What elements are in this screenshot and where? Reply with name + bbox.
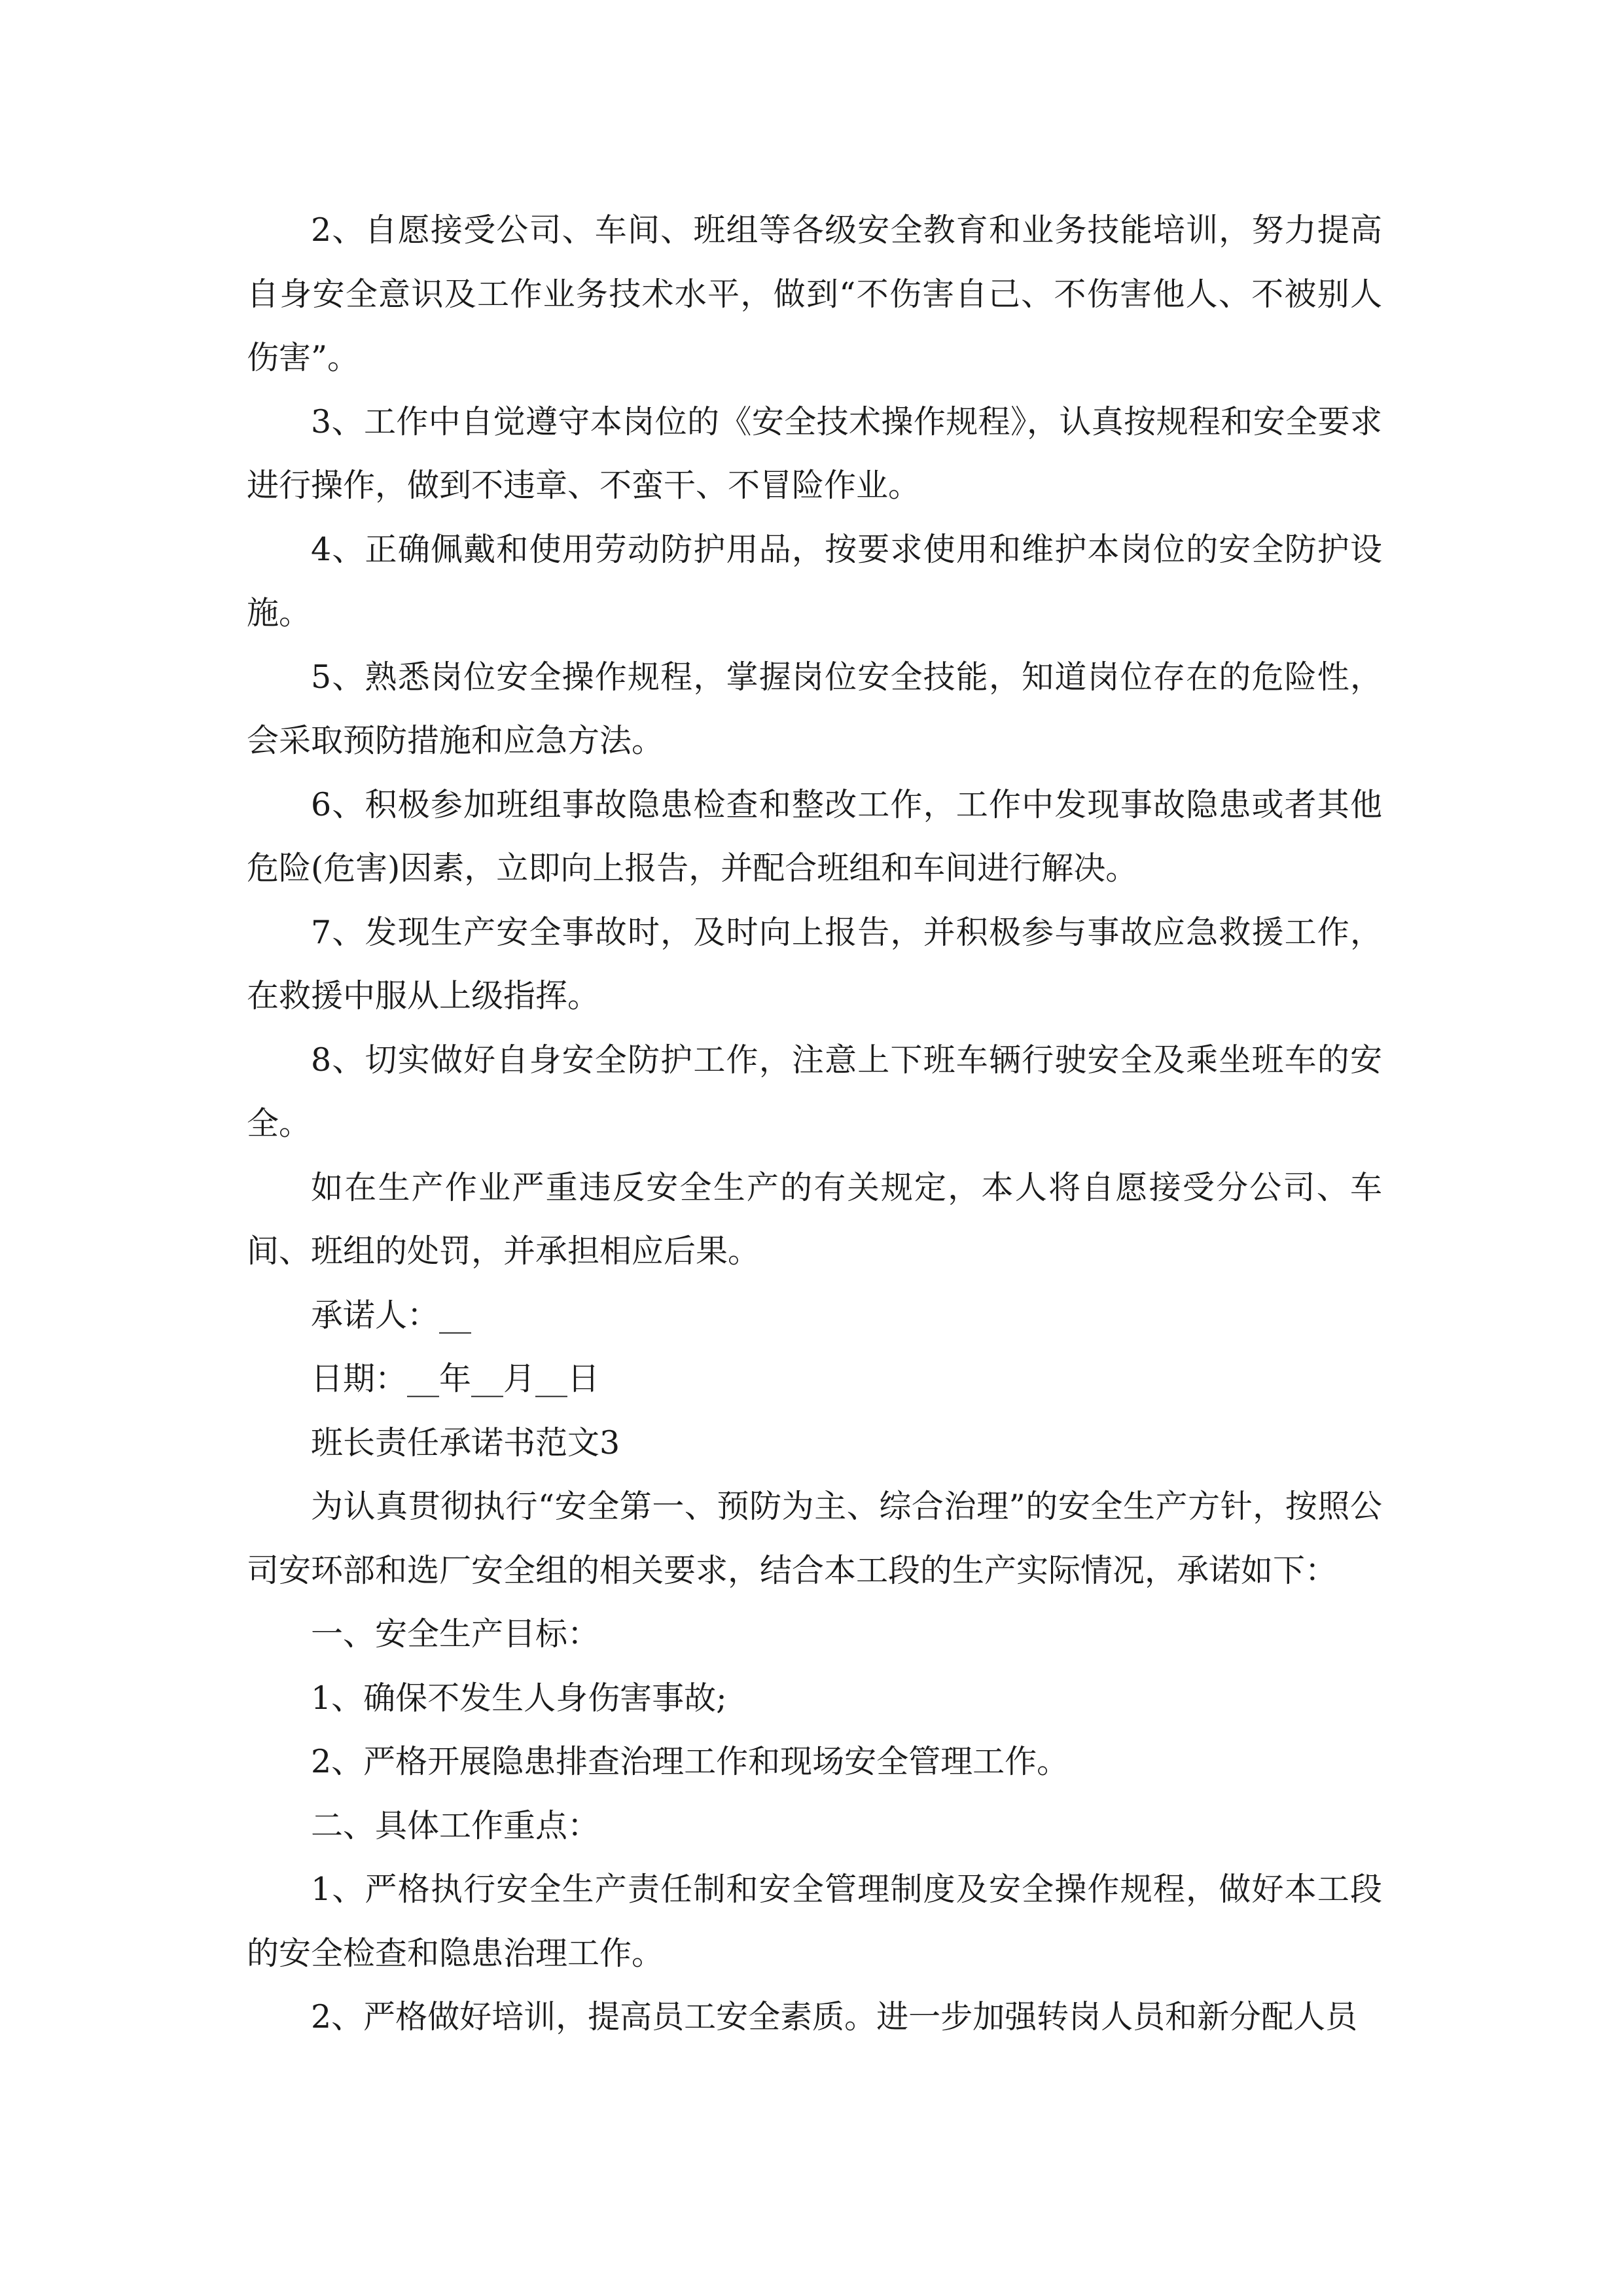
heading-work-focus: 二、具体工作重点： xyxy=(311,1806,600,1844)
clause-8-self-protection: 8、切实做好自身安全防护工作，注意上下班车辆行驶安全及乘坐班车的安全。 xyxy=(247,1041,1382,1142)
clause-7-accident-reporting: 7、发现生产安全事故时，及时向上报告，并积极参与事故应急救援工作，在救援中服从上级指挥。 xyxy=(247,913,1382,1014)
focus-1: 1、严格执行安全生产责任制和安全管理制度及安全操作规程，做好本工段的安全检查和隐患治理工作。 xyxy=(247,1871,1382,1972)
violation-statement: 如在生产作业严重违反安全生产的有关规定，本人将自愿接受分公司、车间、班组的处罚，并承担相应后果。 xyxy=(247,1168,1382,1270)
intro-paragraph: 为认真贯彻执行“安全第一、预防为主、综合治理”的安全生产方针，按照公司安环部和选厂安全组的相关要求，结合本工段的生产实际情况，承诺如下： xyxy=(247,1488,1382,1589)
document-body xyxy=(247,198,1382,2049)
focus-2: 2、严格做好培训，提高员工安全素质。进一步加强转岗人员和新分配人员 xyxy=(311,1998,1358,2036)
clause-5-safety-skills: 5、熟悉岗位安全操作规程，掌握岗位安全技能，知道岗位存在的危险性，会采取预防措施和应急方法。 xyxy=(247,658,1382,759)
signatory-line: 承诺人：__ xyxy=(311,1296,472,1334)
goal-2: 2、严格开展隐患排查治理工作和现场安全管理工作。 xyxy=(311,1743,1069,1780)
clause-6-hazard-inspection: 6、积极参加班组事故隐患检查和整改工作，工作中发现事故隐患或者其他危险(危害)因素，立即向上报告，并配合班组和车间进行解决。 xyxy=(247,785,1382,887)
clause-3-operating-rules: 3、工作中自觉遵守本岗位的《安全技术操作规程》，认真按规程和安全要求进行操作，做到不违章、不蛮干、不冒险作业。 xyxy=(247,403,1382,504)
clause-4-protective-equipment: 4、正确佩戴和使用劳动防护用品，按要求使用和维护本岗位的安全防护设施。 xyxy=(247,530,1382,632)
heading-safety-goals: 一、安全生产目标： xyxy=(311,1615,600,1653)
section-title: 班长责任承诺书范文3 xyxy=(311,1424,620,1462)
clause-2-training: 2、自愿接受公司、车间、班组等各级安全教育和业务技能培训，努力提高自身安全意识及工作业务技术水平，做到“不伤害自己、不伤害他人、不被别人伤害”。 xyxy=(247,211,1382,376)
goal-1: 1、确保不发生人身伤害事故; xyxy=(311,1679,727,1717)
date-line: 日期：__年__月__日 xyxy=(311,1360,600,1397)
